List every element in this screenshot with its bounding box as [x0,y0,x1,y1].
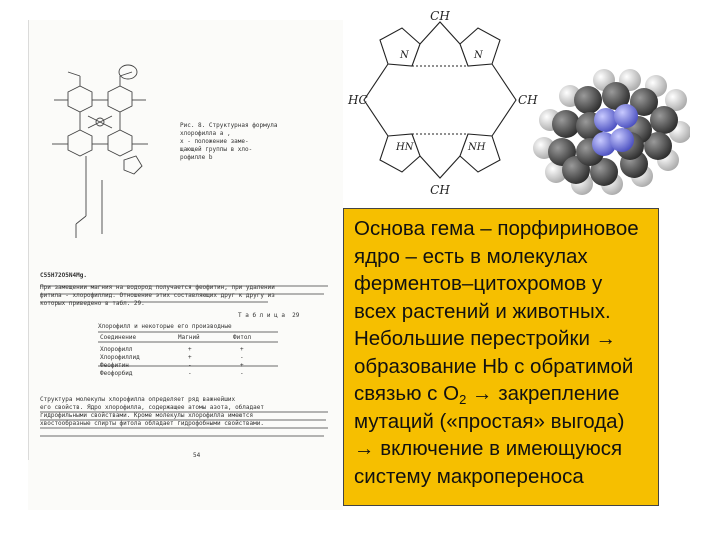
space-filling-model [530,60,690,200]
note-line: → включение в имеющуюся [354,437,623,460]
bridge-label-left: HC [348,93,368,107]
note-line: ядро – есть в молекулах [354,244,588,268]
bridge-label-bottom: CH [430,183,450,197]
note-line: Небольшие перестройки → [354,327,617,350]
figure-caption: Рис. 8. Структурная формула хлорофилла а , х - положение заме- щающей группы в хло- рофилле b [180,122,278,161]
table-caption: Хлорофилл и некоторые его производные [98,323,232,330]
paragraph-2: Структура молекулы хлорофилла определяет ряд важнейших его свойств. Ядро хлорофилла, содержащее атомы азота, обладает гидрофильными свойствами. Кроме молекулы хлорофилла имеются хвостообразные спирты фитола обладает гидрофобными свойствами. [40,396,264,427]
table-header-compound: Соединение [100,334,137,341]
table-cell: + [240,346,244,353]
nh-label: NH [468,142,486,153]
note-line [354,380,650,408]
table-cell: - [188,370,192,377]
nitrogen-label: N [400,50,409,61]
bridge-label-top: CH [430,9,450,23]
note-line: Основа гема – порфириновое [354,217,639,240]
table-cell: - [240,370,244,377]
table-row: Феофитин [100,362,129,369]
note-line-text: → закрепление [466,382,620,405]
scanned-page [28,20,343,510]
note-line: образование Hb с обратимой [354,354,634,378]
nitrogen-label: N [474,50,483,61]
table-cell: - [240,354,244,361]
page-number: 54 [193,452,201,459]
nh-label: HN [396,142,414,153]
table-cell: + [188,354,192,361]
table-header-phytol: Фитол [233,334,252,341]
table-title: Т а б л и ц а 29 [238,312,300,319]
subscript-2: 2 [459,392,467,407]
bridge-label-right: CH [518,93,538,107]
table-row: Феофорбид [100,370,133,377]
note-line: ферментов–цитохромов у [354,272,603,295]
table-row: Хлорофиллид [100,354,140,361]
table-header-magnesium: Магний [178,334,200,341]
molecular-formula: C55H72O5N4Mg. [40,272,87,279]
note-line-text: связью с O [354,382,460,405]
table-row: Хлорофилл [100,346,133,353]
table-cell: - [188,362,192,369]
paragraph-1: При замещении магния на водород получается феофитин, при удалении фитила - хлорофиллид. Отношение этих составляющих друг к другу из которых приведено в табл. 29. [40,284,275,307]
note-line: всех растений и животных. [354,299,611,323]
table-cell: + [188,346,192,353]
note-line: мутаций («простая» выгода) [354,409,625,433]
note-line: систему макропереноса [354,464,584,488]
porphyrin-structure [340,0,540,200]
note-box [343,208,659,506]
table-cell: + [240,362,244,369]
chlorophyll-structure-drawing [28,20,343,510]
